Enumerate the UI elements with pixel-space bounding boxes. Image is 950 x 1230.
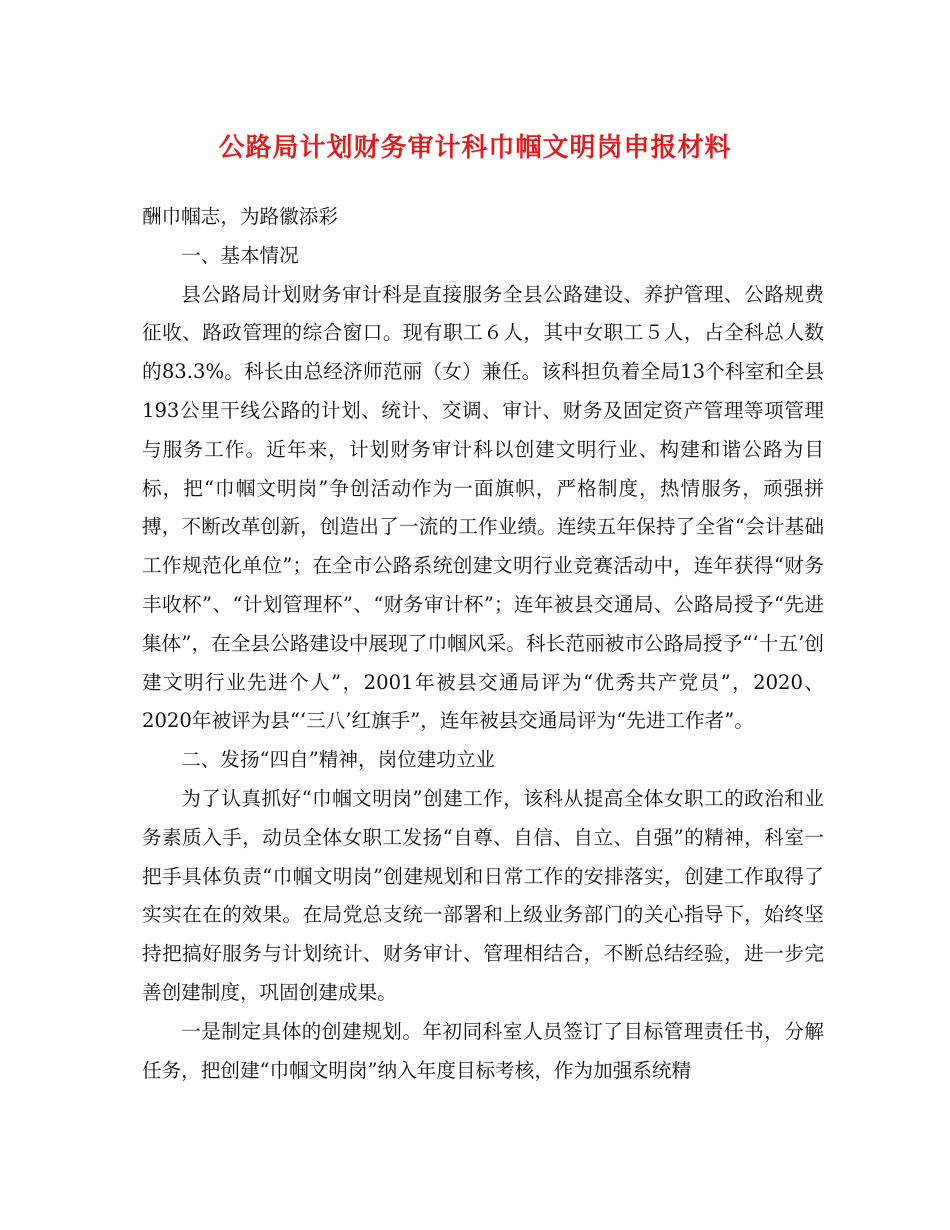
document-body [142,198,824,1090]
body-paragraph: 县公路局计划财务审计科是直接服务全县公路建设、养护管理、公路规费征收、路政管理的综合窗口。现有职工６人，其中女职工５人，占全科总人数的83.3%。科长由总经济师范丽（女）兼任。该科担负着全局13个科室和全县193公里干线公路的计划、统计、交调、审计、财务及固定资产管理等项管理与服务工作。近年来，计划财务审计科以创建文明行业、构建和谐公路为目标，把“巾帼文明岗”争创活动作为一面旗帜，严格制度，热情服务，顽强拼搏，不断改革创新，创造出了一流的工作业绩。连续五年保持了全省“会计基础工作规范化单位”；在全市公路系统创建文明行业竞赛活动中，连年获得“财务丰收杯”、“计划管理杯”、“财务审计杯”；连年被县交通局、公路局授予“先进集体”，在全县公路建设中展现了巾帼风采。科长范丽被市公路局授予“‘十五’创建文明行业先进个人”，2001年被县交通局评为“优秀共产党员”，2020、2020年被评为县“‘三八’红旗手”，连年被县交通局评为“先进工作者”。 [142,282,824,733]
body-paragraph: 为了认真抓好“巾帼文明岗”创建工作，该科从提高全体女职工的政治和业务素质入手，动员全体女职工发扬“自尊、自信、自立、自强”的精神，科室一把手具体负责“巾帼文明岗”创建规划和日常工作的安排落实，创建工作取得了实实在在的效果。在局党总支统一部署和上级业务部门的关心指导下，始终坚持把搞好服务与计划统计、财务审计、管理相结合，不断总结经验，进一步完善创建制度，巩固创建成果。 [142,786,824,1004]
section-heading-basic-info: 一、基本情况 [181,243,299,267]
body-paragraph: 一是制定具体的创建规划。年初同科室人员签订了目标管理责任书，分解任务，把创建“巾帼文明岗”纳入年度目标考核，作为加强系统精 [142,1019,824,1082]
document-title: 公路局计划财务审计科巾帼文明岗申报材料 [218,133,732,163]
section-heading-four-self-spirit: 二、发扬“四自”精神，岗位建功立业 [181,748,496,772]
subtitle-paragraph: 酬巾帼志，为路徽添彩 [142,205,338,228]
